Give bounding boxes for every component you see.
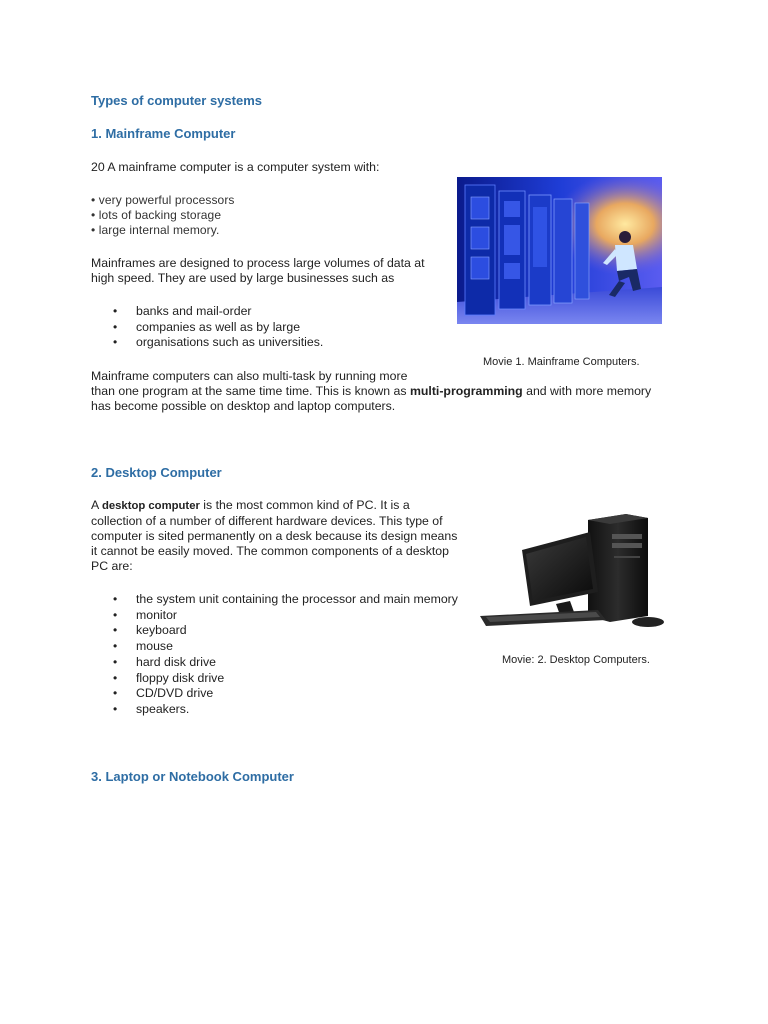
text-line: Mainframes are designed to process large volumes of data at [91, 256, 425, 270]
list-item: • speakers. [91, 702, 491, 718]
mainframe-intro: 20 A mainframe computer is a computer system with: [91, 160, 380, 174]
page-title: Types of computer systems [91, 93, 262, 108]
mainframe-paragraph-2 [91, 369, 691, 414]
desktop-image [478, 512, 668, 632]
section-heading-laptop: 3. Laptop or Notebook Computer [91, 769, 294, 784]
list-item: • organisations such as universities. [91, 335, 431, 351]
text-segment: A [91, 498, 102, 512]
mainframe-paragraph-1 [91, 256, 425, 286]
list-item: • banks and mail-order [91, 304, 431, 320]
text-line: it cannot be easily moved. The common components of a desktop [91, 544, 449, 558]
text-line [91, 498, 481, 514]
text-line: PC are: [91, 559, 133, 573]
list-item: • keyboard [91, 623, 491, 639]
list-item: • monitor [91, 608, 491, 624]
text-segment: and with more memory [522, 384, 652, 398]
text-line: collection of a number of different hardware devices. This type of [91, 514, 443, 528]
text-line [91, 384, 691, 399]
mainframe-image [457, 177, 662, 324]
desktop-components-list [91, 592, 491, 718]
text-segment: is the most common kind of PC. It is a [199, 498, 410, 512]
list-item: • hard disk drive [91, 655, 491, 671]
bold-term: desktop computer [101, 500, 200, 512]
bold-term: multi-programming [409, 384, 523, 398]
list-item: • lots of backing storage [91, 208, 222, 222]
text-segment: than one program at the same time time. This is known as [91, 384, 410, 398]
mainframe-photo-graphic [457, 177, 662, 324]
desktop-computer-graphic [478, 512, 668, 632]
section-heading-desktop: 2. Desktop Computer [91, 465, 222, 480]
mainframe-caption: Movie 1. Mainframe Computers. [483, 356, 640, 368]
mainframe-users-list [91, 304, 431, 351]
list-item: • large internal memory. [91, 223, 220, 237]
mainframe-feature-list [91, 193, 235, 238]
list-item: • companies as well as by large [91, 320, 431, 336]
list-item: • mouse [91, 639, 491, 655]
text-line: Mainframe computers can also multi-task by running more [91, 369, 408, 383]
list-item: • CD/DVD drive [91, 686, 491, 702]
list-item: • very powerful processors [91, 193, 235, 207]
text-line: high speed. They are used by large businesses such as [91, 271, 395, 285]
text-line: computer is sited permanently on a desk because its design means [91, 529, 458, 543]
desktop-paragraph [91, 498, 481, 574]
desktop-caption: Movie: 2. Desktop Computers. [502, 654, 650, 666]
list-item: • the system unit containing the processor and main memory [91, 592, 491, 608]
list-item: • floppy disk drive [91, 671, 491, 687]
text-line: has become possible on desktop and laptop computers. [91, 399, 396, 413]
section-heading-mainframe: 1. Mainframe Computer [91, 126, 236, 141]
